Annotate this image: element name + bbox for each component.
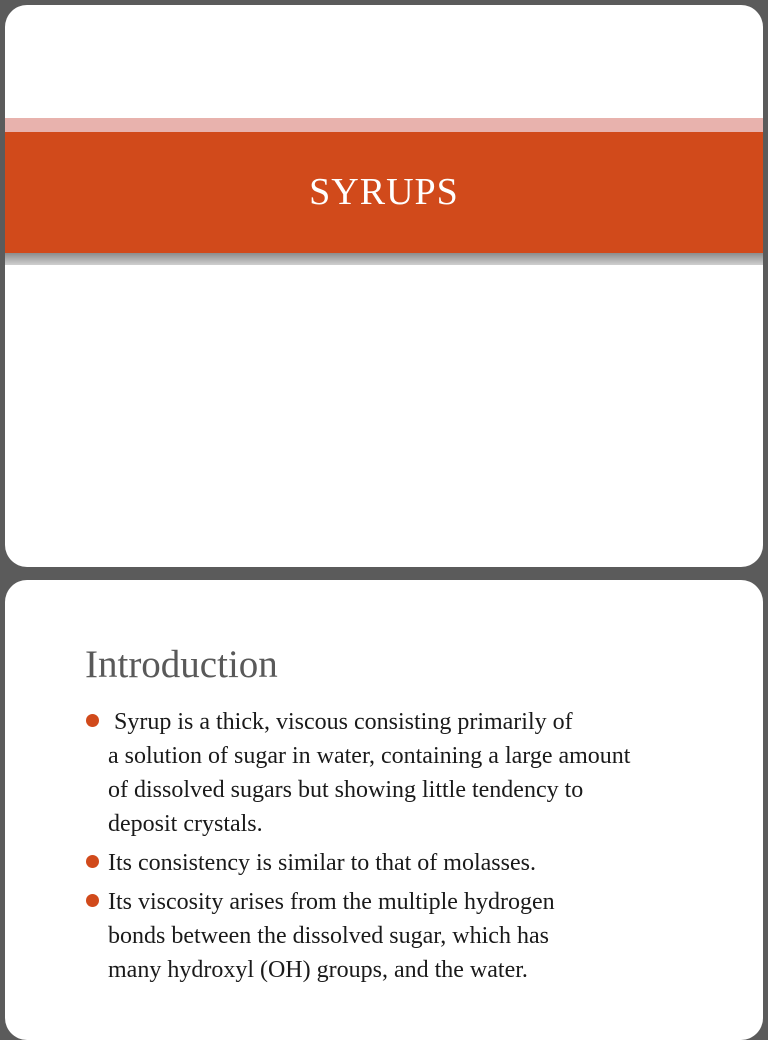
bullet-line: Its viscosity arises from the multiple hydrogen xyxy=(108,889,555,915)
slide-title: SYRUPS xyxy=(309,170,459,213)
bullet-item xyxy=(83,885,733,987)
bullet-line: Syrup is a thick, viscous consisting primarily of xyxy=(108,709,573,735)
bullet-line: Its consistency is similar to that of molasses. xyxy=(108,850,536,876)
bullet-item xyxy=(83,846,733,880)
title-band-highlight xyxy=(5,118,763,132)
slide-heading: Introduction xyxy=(85,643,278,686)
bullet-list xyxy=(83,705,733,992)
bullet-dot-icon xyxy=(86,894,99,907)
bullet-line: a solution of sugar in water, containing a large amount xyxy=(108,743,631,769)
bullet-dot-icon xyxy=(86,855,99,868)
bullet-line: deposit crystals. xyxy=(108,811,263,837)
bullet-line: bonds between the dissolved sugar, which has xyxy=(108,923,549,949)
title-band xyxy=(5,132,763,253)
bullet-dot-icon xyxy=(86,714,99,727)
title-slide xyxy=(5,5,763,567)
bullet-line: many hydroxyl (OH) groups, and the water. xyxy=(108,957,528,983)
introduction-slide xyxy=(5,580,763,1040)
bullet-item xyxy=(83,705,733,841)
title-band-shadow xyxy=(5,253,763,265)
bullet-line: of dissolved sugars but showing little tendency to xyxy=(108,777,584,803)
